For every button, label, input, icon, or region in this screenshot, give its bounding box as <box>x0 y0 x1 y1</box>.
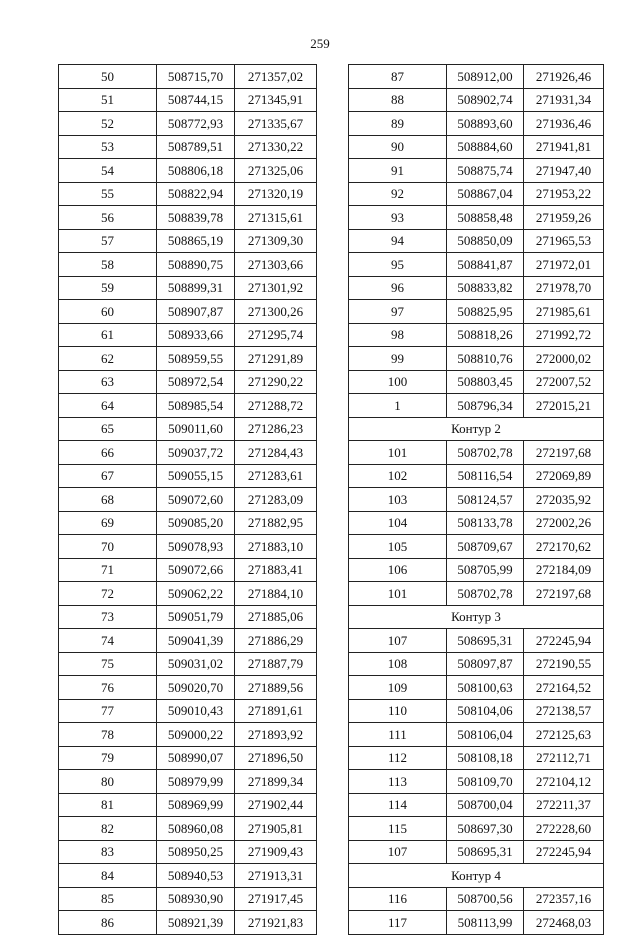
y-coordinate-cell: 272245,94 <box>524 840 604 864</box>
y-coordinate-cell: 272245,94 <box>524 629 604 653</box>
point-number-cell: 81 <box>59 793 157 817</box>
table-row <box>59 864 317 888</box>
table-row <box>59 159 317 183</box>
point-number-cell: 108 <box>349 652 447 676</box>
x-coordinate-cell: 509072,66 <box>157 558 235 582</box>
table-row <box>349 770 604 794</box>
table-row <box>349 699 604 723</box>
y-coordinate-cell: 271283,09 <box>235 488 317 512</box>
table-row <box>349 535 604 559</box>
y-coordinate-cell: 271291,89 <box>235 347 317 371</box>
coordinates-table-left <box>58 64 317 935</box>
x-coordinate-cell: 508841,87 <box>447 253 524 277</box>
point-number-cell: 99 <box>349 347 447 371</box>
point-number-cell: 62 <box>59 347 157 371</box>
point-number-cell: 80 <box>59 770 157 794</box>
x-coordinate-cell: 508705,99 <box>447 558 524 582</box>
y-coordinate-cell: 271284,43 <box>235 441 317 465</box>
x-coordinate-cell: 509055,15 <box>157 464 235 488</box>
x-coordinate-cell: 508772,93 <box>157 112 235 136</box>
point-number-cell: 110 <box>349 699 447 723</box>
point-number-cell: 53 <box>59 135 157 159</box>
y-coordinate-cell: 271295,74 <box>235 323 317 347</box>
y-coordinate-cell: 271909,43 <box>235 840 317 864</box>
point-number-cell: 107 <box>349 629 447 653</box>
y-coordinate-cell: 271345,91 <box>235 88 317 112</box>
y-coordinate-cell: 271899,34 <box>235 770 317 794</box>
table-row <box>349 511 604 535</box>
point-number-cell: 107 <box>349 840 447 864</box>
x-coordinate-cell: 508789,51 <box>157 135 235 159</box>
x-coordinate-cell: 508865,19 <box>157 229 235 253</box>
point-number-cell: 72 <box>59 582 157 606</box>
y-coordinate-cell: 272197,68 <box>524 582 604 606</box>
x-coordinate-cell: 508893,60 <box>447 112 524 136</box>
point-number-cell: 55 <box>59 182 157 206</box>
point-number-cell: 56 <box>59 206 157 230</box>
table-row <box>349 206 604 230</box>
y-coordinate-cell: 272228,60 <box>524 817 604 841</box>
point-number-cell: 70 <box>59 535 157 559</box>
point-number-cell: 109 <box>349 676 447 700</box>
y-coordinate-cell: 271301,92 <box>235 276 317 300</box>
point-number-cell: 54 <box>59 159 157 183</box>
y-coordinate-cell: 271917,45 <box>235 887 317 911</box>
table-row <box>59 511 317 535</box>
point-number-cell: 78 <box>59 723 157 747</box>
y-coordinate-cell: 271315,61 <box>235 206 317 230</box>
y-coordinate-cell: 271891,61 <box>235 699 317 723</box>
x-coordinate-cell: 508875,74 <box>447 159 524 183</box>
x-coordinate-cell: 508822,94 <box>157 182 235 206</box>
table-row <box>349 135 604 159</box>
x-coordinate-cell: 508890,75 <box>157 253 235 277</box>
point-number-cell: 97 <box>349 300 447 324</box>
x-coordinate-cell: 508124,57 <box>447 488 524 512</box>
table-row <box>349 582 604 606</box>
table-row <box>59 441 317 465</box>
x-coordinate-cell: 508912,00 <box>447 65 524 89</box>
y-coordinate-cell: 271886,29 <box>235 629 317 653</box>
y-coordinate-cell: 271885,06 <box>235 605 317 629</box>
x-coordinate-cell: 508744,15 <box>157 88 235 112</box>
table-row <box>349 300 604 324</box>
table-row <box>59 558 317 582</box>
point-number-cell: 100 <box>349 370 447 394</box>
x-coordinate-cell: 508106,04 <box>447 723 524 747</box>
table-row <box>349 276 604 300</box>
table-row <box>59 206 317 230</box>
table-row <box>349 253 604 277</box>
x-coordinate-cell: 508825,95 <box>447 300 524 324</box>
x-coordinate-cell: 508972,54 <box>157 370 235 394</box>
table-row <box>59 276 317 300</box>
point-number-cell: 65 <box>59 417 157 441</box>
point-number-cell: 84 <box>59 864 157 888</box>
point-number-cell: 92 <box>349 182 447 206</box>
table-row <box>349 65 604 89</box>
table-row <box>59 817 317 841</box>
x-coordinate-cell: 508097,87 <box>447 652 524 676</box>
y-coordinate-cell: 271883,10 <box>235 535 317 559</box>
x-coordinate-cell: 508104,06 <box>447 699 524 723</box>
table-row <box>59 229 317 253</box>
point-number-cell: 88 <box>349 88 447 112</box>
table-row <box>59 488 317 512</box>
table-row <box>349 347 604 371</box>
contour-header-row <box>349 605 604 629</box>
x-coordinate-cell: 509085,20 <box>157 511 235 535</box>
table-row <box>349 88 604 112</box>
table-row <box>59 370 317 394</box>
point-number-cell: 89 <box>349 112 447 136</box>
point-number-cell: 111 <box>349 723 447 747</box>
point-number-cell: 59 <box>59 276 157 300</box>
table-row <box>349 558 604 582</box>
table-row <box>59 723 317 747</box>
y-coordinate-cell: 272000,02 <box>524 347 604 371</box>
x-coordinate-cell: 508921,39 <box>157 911 235 935</box>
table-row <box>349 370 604 394</box>
x-coordinate-cell: 508858,48 <box>447 206 524 230</box>
table-row <box>349 840 604 864</box>
point-number-cell: 114 <box>349 793 447 817</box>
x-coordinate-cell: 508697,30 <box>447 817 524 841</box>
x-coordinate-cell: 508884,60 <box>447 135 524 159</box>
point-number-cell: 85 <box>59 887 157 911</box>
x-coordinate-cell: 508950,25 <box>157 840 235 864</box>
y-coordinate-cell: 271931,34 <box>524 88 604 112</box>
x-coordinate-cell: 508990,07 <box>157 746 235 770</box>
y-coordinate-cell: 271985,61 <box>524 300 604 324</box>
x-coordinate-cell: 508709,67 <box>447 535 524 559</box>
table-row <box>59 135 317 159</box>
point-number-cell: 74 <box>59 629 157 653</box>
point-number-cell: 102 <box>349 464 447 488</box>
y-coordinate-cell: 272069,89 <box>524 464 604 488</box>
x-coordinate-cell: 509020,70 <box>157 676 235 700</box>
y-coordinate-cell: 271913,31 <box>235 864 317 888</box>
x-coordinate-cell: 509062,22 <box>157 582 235 606</box>
x-coordinate-cell: 508907,87 <box>157 300 235 324</box>
y-coordinate-cell: 271905,81 <box>235 817 317 841</box>
x-coordinate-cell: 508702,78 <box>447 441 524 465</box>
x-coordinate-cell: 508715,70 <box>157 65 235 89</box>
y-coordinate-cell: 272184,09 <box>524 558 604 582</box>
point-number-cell: 66 <box>59 441 157 465</box>
table-row <box>59 699 317 723</box>
x-coordinate-cell: 509041,39 <box>157 629 235 653</box>
y-coordinate-cell: 271330,22 <box>235 135 317 159</box>
y-coordinate-cell: 271884,10 <box>235 582 317 606</box>
y-coordinate-cell: 272112,71 <box>524 746 604 770</box>
point-number-cell: 101 <box>349 582 447 606</box>
x-coordinate-cell: 509072,60 <box>157 488 235 512</box>
point-number-cell: 69 <box>59 511 157 535</box>
contour-header: Контур 4 <box>349 864 604 888</box>
x-coordinate-cell: 509078,93 <box>157 535 235 559</box>
point-number-cell: 83 <box>59 840 157 864</box>
point-number-cell: 82 <box>59 817 157 841</box>
table-row <box>59 770 317 794</box>
y-coordinate-cell: 272125,63 <box>524 723 604 747</box>
point-number-cell: 106 <box>349 558 447 582</box>
x-coordinate-cell: 509037,72 <box>157 441 235 465</box>
y-coordinate-cell: 271300,26 <box>235 300 317 324</box>
y-coordinate-cell: 271286,23 <box>235 417 317 441</box>
point-number-cell: 103 <box>349 488 447 512</box>
y-coordinate-cell: 271921,83 <box>235 911 317 935</box>
table-row <box>349 112 604 136</box>
x-coordinate-cell: 508702,78 <box>447 582 524 606</box>
y-coordinate-cell: 271325,06 <box>235 159 317 183</box>
point-number-cell: 101 <box>349 441 447 465</box>
point-number-cell: 115 <box>349 817 447 841</box>
x-coordinate-cell: 508985,54 <box>157 394 235 418</box>
y-coordinate-cell: 271972,01 <box>524 253 604 277</box>
table-row <box>59 887 317 911</box>
point-number-cell: 61 <box>59 323 157 347</box>
x-coordinate-cell: 508940,53 <box>157 864 235 888</box>
point-number-cell: 116 <box>349 887 447 911</box>
point-number-cell: 71 <box>59 558 157 582</box>
point-number-cell: 87 <box>349 65 447 89</box>
y-coordinate-cell: 271941,81 <box>524 135 604 159</box>
x-coordinate-cell: 508833,82 <box>447 276 524 300</box>
x-coordinate-cell: 508979,99 <box>157 770 235 794</box>
x-coordinate-cell: 508113,99 <box>447 911 524 935</box>
y-coordinate-cell: 271882,95 <box>235 511 317 535</box>
x-coordinate-cell: 508796,34 <box>447 394 524 418</box>
y-coordinate-cell: 272035,92 <box>524 488 604 512</box>
y-coordinate-cell: 272170,62 <box>524 535 604 559</box>
point-number-cell: 105 <box>349 535 447 559</box>
table-row <box>59 253 317 277</box>
table-row <box>59 793 317 817</box>
y-coordinate-cell: 271357,02 <box>235 65 317 89</box>
table-row <box>349 323 604 347</box>
y-coordinate-cell: 271978,70 <box>524 276 604 300</box>
x-coordinate-cell: 508700,56 <box>447 887 524 911</box>
y-coordinate-cell: 271959,26 <box>524 206 604 230</box>
table-row <box>59 65 317 89</box>
point-number-cell: 1 <box>349 394 447 418</box>
table-row <box>59 394 317 418</box>
point-number-cell: 50 <box>59 65 157 89</box>
table-row <box>349 817 604 841</box>
table-row <box>349 676 604 700</box>
y-coordinate-cell: 271992,72 <box>524 323 604 347</box>
y-coordinate-cell: 272197,68 <box>524 441 604 465</box>
table-row <box>349 441 604 465</box>
x-coordinate-cell: 508959,55 <box>157 347 235 371</box>
x-coordinate-cell: 509010,43 <box>157 699 235 723</box>
point-number-cell: 76 <box>59 676 157 700</box>
coordinates-table-right <box>348 64 604 935</box>
y-coordinate-cell: 272164,52 <box>524 676 604 700</box>
x-coordinate-cell: 508133,78 <box>447 511 524 535</box>
table-row <box>59 182 317 206</box>
y-coordinate-cell: 271947,40 <box>524 159 604 183</box>
point-number-cell: 91 <box>349 159 447 183</box>
table-row <box>59 840 317 864</box>
point-number-cell: 52 <box>59 112 157 136</box>
contour-header-row <box>349 864 604 888</box>
table-row <box>59 911 317 935</box>
table-row <box>59 605 317 629</box>
y-coordinate-cell: 271883,41 <box>235 558 317 582</box>
y-coordinate-cell: 271309,30 <box>235 229 317 253</box>
y-coordinate-cell: 272357,16 <box>524 887 604 911</box>
point-number-cell: 75 <box>59 652 157 676</box>
y-coordinate-cell: 272007,52 <box>524 370 604 394</box>
point-number-cell: 51 <box>59 88 157 112</box>
point-number-cell: 93 <box>349 206 447 230</box>
point-number-cell: 63 <box>59 370 157 394</box>
table-row <box>59 323 317 347</box>
y-coordinate-cell: 272468,03 <box>524 911 604 935</box>
table-row <box>349 887 604 911</box>
table-row <box>59 676 317 700</box>
y-coordinate-cell: 271290,22 <box>235 370 317 394</box>
y-coordinate-cell: 271889,56 <box>235 676 317 700</box>
y-coordinate-cell: 272002,26 <box>524 511 604 535</box>
x-coordinate-cell: 508930,90 <box>157 887 235 911</box>
y-coordinate-cell: 271893,92 <box>235 723 317 747</box>
point-number-cell: 96 <box>349 276 447 300</box>
table-row <box>349 911 604 935</box>
y-coordinate-cell: 272104,12 <box>524 770 604 794</box>
x-coordinate-cell: 508116,54 <box>447 464 524 488</box>
x-coordinate-cell: 508695,31 <box>447 840 524 864</box>
page-number: 259 <box>310 36 330 51</box>
x-coordinate-cell: 508839,78 <box>157 206 235 230</box>
y-coordinate-cell: 272138,57 <box>524 699 604 723</box>
x-coordinate-cell: 508109,70 <box>447 770 524 794</box>
table-row <box>59 347 317 371</box>
point-number-cell: 67 <box>59 464 157 488</box>
table-row <box>349 488 604 512</box>
x-coordinate-cell: 509011,60 <box>157 417 235 441</box>
table-row <box>349 793 604 817</box>
table-row <box>349 394 604 418</box>
y-coordinate-cell: 271896,50 <box>235 746 317 770</box>
point-number-cell: 113 <box>349 770 447 794</box>
y-coordinate-cell: 272211,37 <box>524 793 604 817</box>
point-number-cell: 79 <box>59 746 157 770</box>
table-row <box>59 300 317 324</box>
point-number-cell: 112 <box>349 746 447 770</box>
x-coordinate-cell: 508960,08 <box>157 817 235 841</box>
point-number-cell: 68 <box>59 488 157 512</box>
table-row <box>59 582 317 606</box>
y-coordinate-cell: 271953,22 <box>524 182 604 206</box>
point-number-cell: 117 <box>349 911 447 935</box>
contour-header: Контур 2 <box>349 417 604 441</box>
table-row <box>59 746 317 770</box>
table-row <box>59 464 317 488</box>
x-coordinate-cell: 508818,26 <box>447 323 524 347</box>
contour-header: Контур 3 <box>349 605 604 629</box>
x-coordinate-cell: 508108,18 <box>447 746 524 770</box>
x-coordinate-cell: 509051,79 <box>157 605 235 629</box>
point-number-cell: 90 <box>349 135 447 159</box>
table-row <box>349 159 604 183</box>
x-coordinate-cell: 508867,04 <box>447 182 524 206</box>
y-coordinate-cell: 271320,19 <box>235 182 317 206</box>
x-coordinate-cell: 508806,18 <box>157 159 235 183</box>
y-coordinate-cell: 271335,67 <box>235 112 317 136</box>
table-row <box>349 464 604 488</box>
point-number-cell: 98 <box>349 323 447 347</box>
x-coordinate-cell: 509000,22 <box>157 723 235 747</box>
point-number-cell: 57 <box>59 229 157 253</box>
table-row <box>349 629 604 653</box>
y-coordinate-cell: 271902,44 <box>235 793 317 817</box>
x-coordinate-cell: 508899,31 <box>157 276 235 300</box>
point-number-cell: 73 <box>59 605 157 629</box>
point-number-cell: 60 <box>59 300 157 324</box>
y-coordinate-cell: 271965,53 <box>524 229 604 253</box>
y-coordinate-cell: 271288,72 <box>235 394 317 418</box>
y-coordinate-cell: 271926,46 <box>524 65 604 89</box>
table-row <box>59 535 317 559</box>
point-number-cell: 104 <box>349 511 447 535</box>
x-coordinate-cell: 508700,04 <box>447 793 524 817</box>
y-coordinate-cell: 271887,79 <box>235 652 317 676</box>
table-row <box>59 112 317 136</box>
table-row <box>59 88 317 112</box>
contour-header-row <box>349 417 604 441</box>
x-coordinate-cell: 508803,45 <box>447 370 524 394</box>
x-coordinate-cell: 508810,76 <box>447 347 524 371</box>
point-number-cell: 86 <box>59 911 157 935</box>
x-coordinate-cell: 508850,09 <box>447 229 524 253</box>
table-row <box>349 229 604 253</box>
y-coordinate-cell: 271283,61 <box>235 464 317 488</box>
x-coordinate-cell: 509031,02 <box>157 652 235 676</box>
table-row <box>349 182 604 206</box>
table-row <box>59 652 317 676</box>
x-coordinate-cell: 508695,31 <box>447 629 524 653</box>
y-coordinate-cell: 272190,55 <box>524 652 604 676</box>
x-coordinate-cell: 508902,74 <box>447 88 524 112</box>
table-row <box>59 417 317 441</box>
table-row <box>349 746 604 770</box>
point-number-cell: 77 <box>59 699 157 723</box>
x-coordinate-cell: 508969,99 <box>157 793 235 817</box>
y-coordinate-cell: 272015,21 <box>524 394 604 418</box>
table-row <box>59 629 317 653</box>
table-row <box>349 723 604 747</box>
point-number-cell: 94 <box>349 229 447 253</box>
x-coordinate-cell: 508100,63 <box>447 676 524 700</box>
y-coordinate-cell: 271303,66 <box>235 253 317 277</box>
point-number-cell: 58 <box>59 253 157 277</box>
table-row <box>349 652 604 676</box>
point-number-cell: 64 <box>59 394 157 418</box>
y-coordinate-cell: 271936,46 <box>524 112 604 136</box>
x-coordinate-cell: 508933,66 <box>157 323 235 347</box>
point-number-cell: 95 <box>349 253 447 277</box>
